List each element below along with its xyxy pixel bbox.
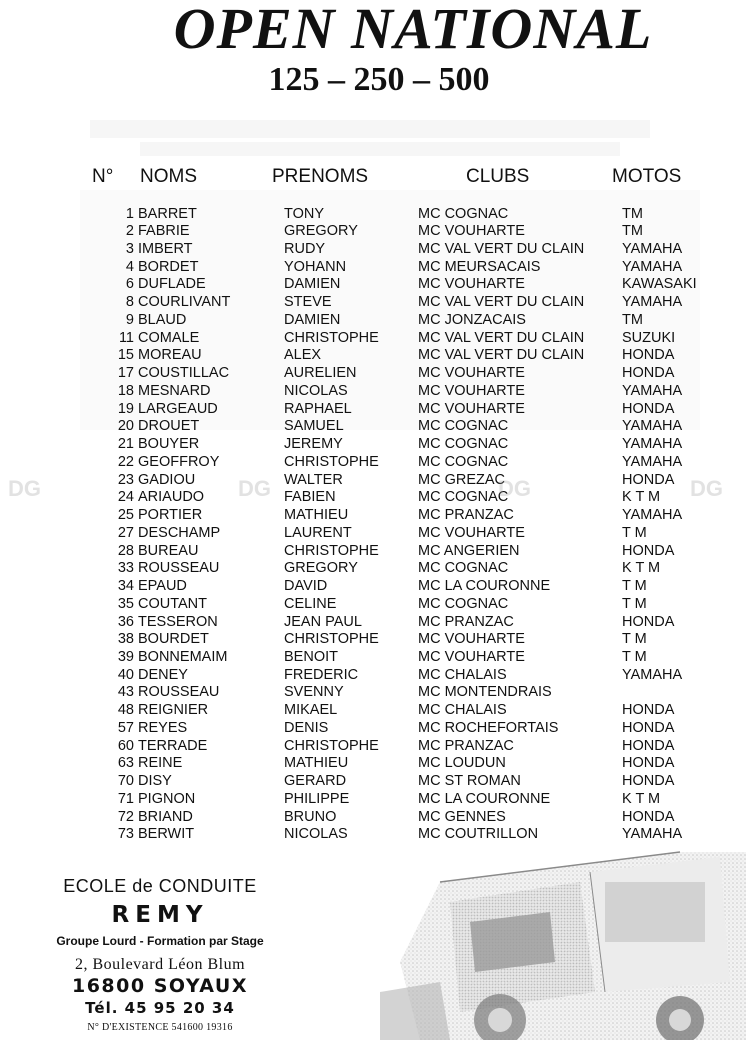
entry-club: MC LOUDUN [418,755,506,772]
entry-last-name: TERRADE [138,737,208,754]
entry-first-name: STEVE [284,294,332,311]
entry-number: 15 [117,347,134,364]
entry-last-name: BORDET [138,258,199,275]
table-row [0,276,746,293]
advert-phone: Tél. 45 95 20 34 [85,999,235,1017]
entry-number: 57 [117,719,134,736]
table-row [0,631,746,648]
entry-motorcycle: HONDA [622,773,675,790]
entry-motorcycle: HONDA [622,702,675,719]
entry-club: MC LA COURONNE [418,790,551,807]
entry-motorcycle: K T M [622,790,661,807]
entry-last-name: PIGNON [138,790,196,807]
entry-first-name: MIKAEL [284,702,338,719]
advert-city: 16800 SOYAUX [71,975,248,997]
entry-first-name: JEREMY [284,436,343,453]
entry-club: MC JONZACAIS [418,311,526,328]
entry-motorcycle: TM [622,205,643,222]
table-row [0,543,746,560]
entry-last-name: GEOFFROY [138,453,220,470]
entry-motorcycle: HONDA [622,737,675,754]
entry-first-name: NICOLAS [284,382,348,399]
entry-first-name: SAMUEL [284,418,344,435]
advert-brand: REMY [111,902,209,928]
table-row [0,365,746,382]
entry-number: 1 [125,205,134,222]
header-prenoms: PRENOMS [272,166,369,187]
entry-motorcycle: T M [622,631,647,648]
entry-last-name: BUREAU [138,542,199,559]
table-row [0,294,746,311]
entry-motorcycle: YAMAHA [622,436,683,453]
entry-number: 18 [117,382,134,399]
table-row [0,649,746,666]
header-num: N° [92,166,114,187]
entry-club: MC VOUHARTE [418,631,525,648]
entry-motorcycle: HONDA [622,808,675,825]
header-motos: MOTOS [612,166,682,187]
table-row [0,383,746,400]
entry-last-name: ROUSSEAU [138,560,220,577]
watermark-mark: DG [238,476,271,501]
entry-number: 73 [117,826,134,843]
entry-club: MC VAL VERT DU CLAIN [418,347,585,364]
truck-photo [380,842,746,1040]
entry-last-name: BONNEMAIM [138,649,228,665]
entry-last-name: ARIAUDO [138,489,205,506]
entry-number: 39 [117,649,134,665]
entry-club: MC LA COURONNE [418,578,551,595]
entry-last-name: BOUYER [138,436,200,453]
entry-motorcycle: YAMAHA [622,418,683,435]
entry-club: MC VOUHARTE [418,223,525,240]
table-row [0,578,746,595]
entry-motorcycle: TM [622,311,643,328]
entry-club: MC ANGERIEN [418,542,520,559]
entry-first-name: GREGORY [284,223,358,240]
entry-motorcycle: T M [622,524,647,541]
entry-number: 33 [117,560,134,577]
entry-number: 36 [117,613,134,630]
table-row [0,720,746,737]
entry-first-name: LAURENT [284,524,352,541]
entry-number: 3 [125,240,134,257]
entry-club: MC PRANZAC [418,613,514,630]
table-row [0,791,746,808]
entry-club: MC VOUHARTE [418,276,525,293]
entry-first-name: PHILIPPE [284,790,350,807]
entry-motorcycle: SUZUKI [622,329,676,346]
entry-last-name: COUSTILLAC [138,365,230,382]
entry-number: 34 [117,578,134,595]
entry-last-name: LARGEAUD [138,400,218,417]
entry-number: 17 [117,365,134,382]
entry-first-name: NICOLAS [284,826,348,843]
entry-first-name: CHRISTOPHE [284,453,379,470]
entry-club: MC COUTRILLON [418,826,539,843]
entry-first-name: SVENNY [284,684,344,701]
entry-first-name: BENOIT [284,649,338,665]
table-row [0,241,746,258]
entry-club: MC CHALAIS [418,666,507,683]
entry-number: 48 [117,702,134,719]
entry-club: MC GREZAC [418,471,505,488]
entry-number: 35 [117,595,134,612]
entry-motorcycle: HONDA [622,755,675,772]
entry-first-name: DAMIEN [284,276,341,293]
entry-first-name: MATHIEU [284,755,349,772]
entry-number: 25 [117,507,134,524]
entry-motorcycle: TM [622,223,643,240]
entry-number: 28 [117,542,134,559]
entry-last-name: DESCHAMP [138,524,221,541]
entry-last-name: REYES [138,719,188,736]
entry-first-name: FABIEN [284,489,336,506]
entry-last-name: BRIAND [138,808,193,825]
table-row [0,755,746,772]
watermark-mark: DG [498,476,531,501]
entry-motorcycle: HONDA [622,613,675,630]
entry-club: MC COGNAC [418,436,509,453]
entry-motorcycle: K T M [622,489,661,506]
table-row [0,259,746,276]
entry-club: MC COGNAC [418,418,509,435]
watermark-mark: DG [690,476,723,501]
entry-number: 8 [125,294,134,311]
background-print-through [140,142,620,156]
entry-first-name: GREGORY [284,560,358,577]
entry-first-name: ALEX [284,347,322,364]
table-row [0,312,746,329]
entry-first-name: CHRISTOPHE [284,329,379,346]
header-noms: NOMS [140,166,197,187]
entry-number: 22 [117,453,134,470]
table-row [0,489,746,506]
table-row [0,206,746,223]
entry-motorcycle: HONDA [622,347,675,364]
entry-last-name: FABRIE [138,223,190,240]
entry-motorcycle: YAMAHA [622,240,683,257]
entry-number: 40 [117,666,134,683]
entry-last-name: DENEY [138,666,188,683]
entry-motorcycle: YAMAHA [622,507,683,524]
entry-first-name: RUDY [284,240,326,257]
entry-number: 6 [125,276,134,293]
entry-number: 70 [117,773,134,790]
table-row [0,614,746,631]
entry-first-name: CHRISTOPHE [284,631,379,648]
entry-motorcycle: YAMAHA [622,382,683,399]
advert-address: 2, Boulevard Léon Blum [74,956,246,973]
entry-club: MC ROCHEFORTAIS [418,719,559,736]
entry-last-name: REIGNIER [138,702,209,719]
table-row [0,436,746,453]
entry-last-name: COURLIVANT [138,294,231,311]
table-row [0,525,746,542]
entry-club: MC VAL VERT DU CLAIN [418,329,585,346]
entry-club: MC ST ROMAN [418,773,521,790]
entry-first-name: FREDERIC [284,666,359,683]
entry-first-name: RAPHAEL [284,400,352,417]
entry-last-name: BOURDET [138,631,209,648]
entry-motorcycle: YAMAHA [622,826,683,843]
entry-last-name: TESSERON [138,613,218,630]
page-subtitle: 125 – 250 – 500 [268,61,490,98]
entry-first-name: YOHANN [284,258,347,275]
table-row [0,347,746,364]
entry-number: 72 [117,808,134,825]
table-row [0,596,746,613]
table-row [0,472,746,489]
table-row [0,560,746,577]
entry-last-name: MOREAU [138,347,202,364]
entry-club: MC VOUHARTE [418,382,525,399]
table-row [0,454,746,471]
page-title: OPEN NATIONAL [173,0,653,61]
table-row [0,684,746,701]
entry-number: 60 [117,737,134,754]
entry-motorcycle: HONDA [622,400,675,417]
entry-motorcycle: T M [622,649,647,665]
entry-motorcycle: HONDA [622,719,675,736]
entry-first-name: TONY [284,205,325,222]
entry-club: MC VAL VERT DU CLAIN [418,240,585,257]
entry-last-name: REINE [138,755,183,772]
entry-club: MC MEURSACAIS [418,258,541,275]
entry-first-name: MATHIEU [284,507,349,524]
table-row [0,826,746,843]
entry-number: 9 [125,311,134,328]
entry-motorcycle: T M [622,578,647,595]
entry-number: 2 [125,223,134,240]
entry-first-name: AURELIEN [284,365,357,382]
entry-last-name: PORTIER [138,507,203,524]
truck-illustration [380,842,746,1040]
entry-first-name: DAVID [284,578,328,595]
table-row [0,401,746,418]
entry-number: 38 [117,631,134,648]
entry-first-name: GERARD [284,773,347,790]
entry-first-name: BRUNO [284,808,337,825]
entry-first-name: DAMIEN [284,311,341,328]
advert-registration: N° D'EXISTENCE 541600 19316 [87,1022,233,1033]
entry-club: MC PRANZAC [418,737,514,754]
entry-first-name: CELINE [284,595,337,612]
background-print-through [90,120,650,138]
entry-motorcycle: HONDA [622,542,675,559]
entry-number: 27 [117,524,134,541]
entry-motorcycle: YAMAHA [622,294,683,311]
entry-last-name: DUFLADE [138,276,206,293]
entry-first-name: DENIS [284,719,329,736]
entry-last-name: MESNARD [138,382,211,399]
entry-motorcycle: YAMAHA [622,666,683,683]
table-row [0,702,746,719]
entry-club: MC VOUHARTE [418,400,525,417]
entry-club: MC COGNAC [418,489,509,506]
entry-first-name: JEAN PAUL [284,613,362,630]
table-row [0,418,746,435]
entry-motorcycle: HONDA [622,471,675,488]
entry-last-name: BERWIT [138,826,195,843]
entry-motorcycle: T M [622,595,647,612]
advert-tagline: Groupe Lourd - Formation par Stage [56,934,264,948]
entry-club: MC VOUHARTE [418,365,525,382]
table-row [0,738,746,755]
entry-first-name: CHRISTOPHE [284,737,379,754]
entry-last-name: BARRET [138,205,197,222]
entry-club: MC VOUHARTE [418,524,525,541]
entry-last-name: BLAUD [138,311,187,328]
entry-number: 19 [117,400,134,417]
entry-club: MC COGNAC [418,205,509,222]
entry-club: MC CHALAIS [418,702,507,719]
entry-last-name: IMBERT [138,240,193,257]
entry-motorcycle: KAWASAKI [622,276,697,293]
table-row [0,667,746,684]
entry-club: MC MONTENDRAIS [418,684,552,701]
entry-number: 21 [117,436,134,453]
entry-motorcycle: HONDA [622,365,675,382]
entry-club: MC VOUHARTE [418,649,525,665]
entry-club: MC VAL VERT DU CLAIN [418,294,585,311]
entry-club: MC PRANZAC [418,507,514,524]
entry-first-name: WALTER [284,471,343,488]
advert-school-name: ECOLE de CONDUITE [63,876,257,896]
entry-number: 71 [117,790,134,807]
entry-last-name: ROUSSEAU [138,684,220,701]
entry-last-name: COUTANT [138,595,208,612]
entry-last-name: EPAUD [138,578,187,595]
entry-number: 4 [125,258,134,275]
header-clubs: CLUBS [466,166,530,187]
entry-number: 63 [117,755,134,772]
entry-last-name: DISY [138,773,172,790]
entry-last-name: COMALE [138,329,200,346]
entry-last-name: DROUET [138,418,200,435]
watermark-mark: DG [8,476,41,501]
entry-club: MC COGNAC [418,453,509,470]
entry-club: MC COGNAC [418,595,509,612]
entry-last-name: GADIOU [138,471,196,488]
entry-number: 23 [117,471,134,488]
entry-motorcycle: YAMAHA [622,258,683,275]
entry-number: 11 [118,329,134,346]
entry-number: 43 [117,684,134,701]
entry-number: 24 [117,489,134,506]
table-row [0,507,746,524]
table-row [0,223,746,240]
entry-first-name: CHRISTOPHE [284,542,379,559]
entry-club: MC COGNAC [418,560,509,577]
entry-club: MC GENNES [418,808,506,825]
table-row [0,809,746,826]
table-row [0,773,746,790]
entry-number: 20 [117,418,134,435]
entry-motorcycle: K T M [622,560,661,577]
table-row [0,330,746,347]
entry-motorcycle: YAMAHA [622,453,683,470]
